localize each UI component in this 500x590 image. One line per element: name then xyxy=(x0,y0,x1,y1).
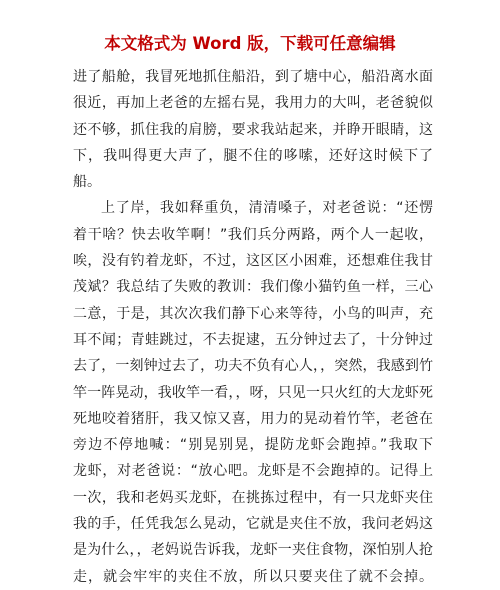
text-line: 耳不闻；青蛙跳过，不去捉逮，五分钟过去了，十分钟过 xyxy=(73,331,433,348)
text-line: 旁边不停地喊：“别晃别晃，提防龙虾会跑掉。”我取下 xyxy=(73,437,433,454)
text-line: 走，就会牢牢的夹住不放，所以只要夹住了就不会掉。 xyxy=(73,568,433,585)
text-line: 我的手，任凭我怎么晃动，它就是夹住不放，我问老妈这 xyxy=(73,516,433,533)
document-body xyxy=(73,64,433,590)
document-title: 本文格式为 Word 版，下载可任意编辑 xyxy=(104,34,396,53)
text-line: 上了岸，我如释重负，清清嗓子，对老爸说：“还愣 xyxy=(101,200,433,217)
text-line: 死地咬着猪肝，我又惊又喜，用力的晃动着竹竿，老爸在 xyxy=(73,410,433,427)
text-line: 茂斌？我总结了失败的教训：我们像小猫钓鱼一样，三心 xyxy=(73,279,433,296)
text-line: 着干啥？快去收竿啊！”我们兵分两路，两个人一起收， xyxy=(73,226,433,243)
text-line: 进了船舱，我冒死地抓住船沿，到了塘中心，船沿离水面 xyxy=(73,69,433,85)
text-line: 很近，再加上老爸的左摇右晃，我用力的大叫，老爸貌似 xyxy=(73,95,433,112)
text-line: 二意，于是，其次次我们静下心来等待，小鸟的叫声，充 xyxy=(73,305,433,322)
text-line: 是为什么，，老妈说告诉我，龙虾一夹住食物，深怕别人抢 xyxy=(73,542,433,559)
text-line: 船。 xyxy=(73,174,101,191)
text-line: 还不够，抓住我的肩膀，要求我站起来，并睁开眼睛，这 xyxy=(73,121,433,138)
text-line: 去了，一刻钟过去了，功夫不负有心人，，突然，我感到竹 xyxy=(73,358,433,375)
text-line: 下，我叫得更大声了，腿不住的哆嗦，还好这时候下了 xyxy=(73,147,433,164)
text-line: 一次，我和老妈买龙虾，在挑拣过程中，有一只龙虾夹住 xyxy=(73,489,433,506)
text-line: 唉，没有钓着龙虾，不过，这区区小困难，还想难住我甘 xyxy=(73,253,433,270)
text-line: 龙虾，对老爸说：“放心吧。龙虾是不会跑掉的。记得上 xyxy=(73,463,433,480)
text-line: 竿一阵晃动，我收竿一看，，呀，只见一只火红的大龙虾死 xyxy=(73,384,433,401)
